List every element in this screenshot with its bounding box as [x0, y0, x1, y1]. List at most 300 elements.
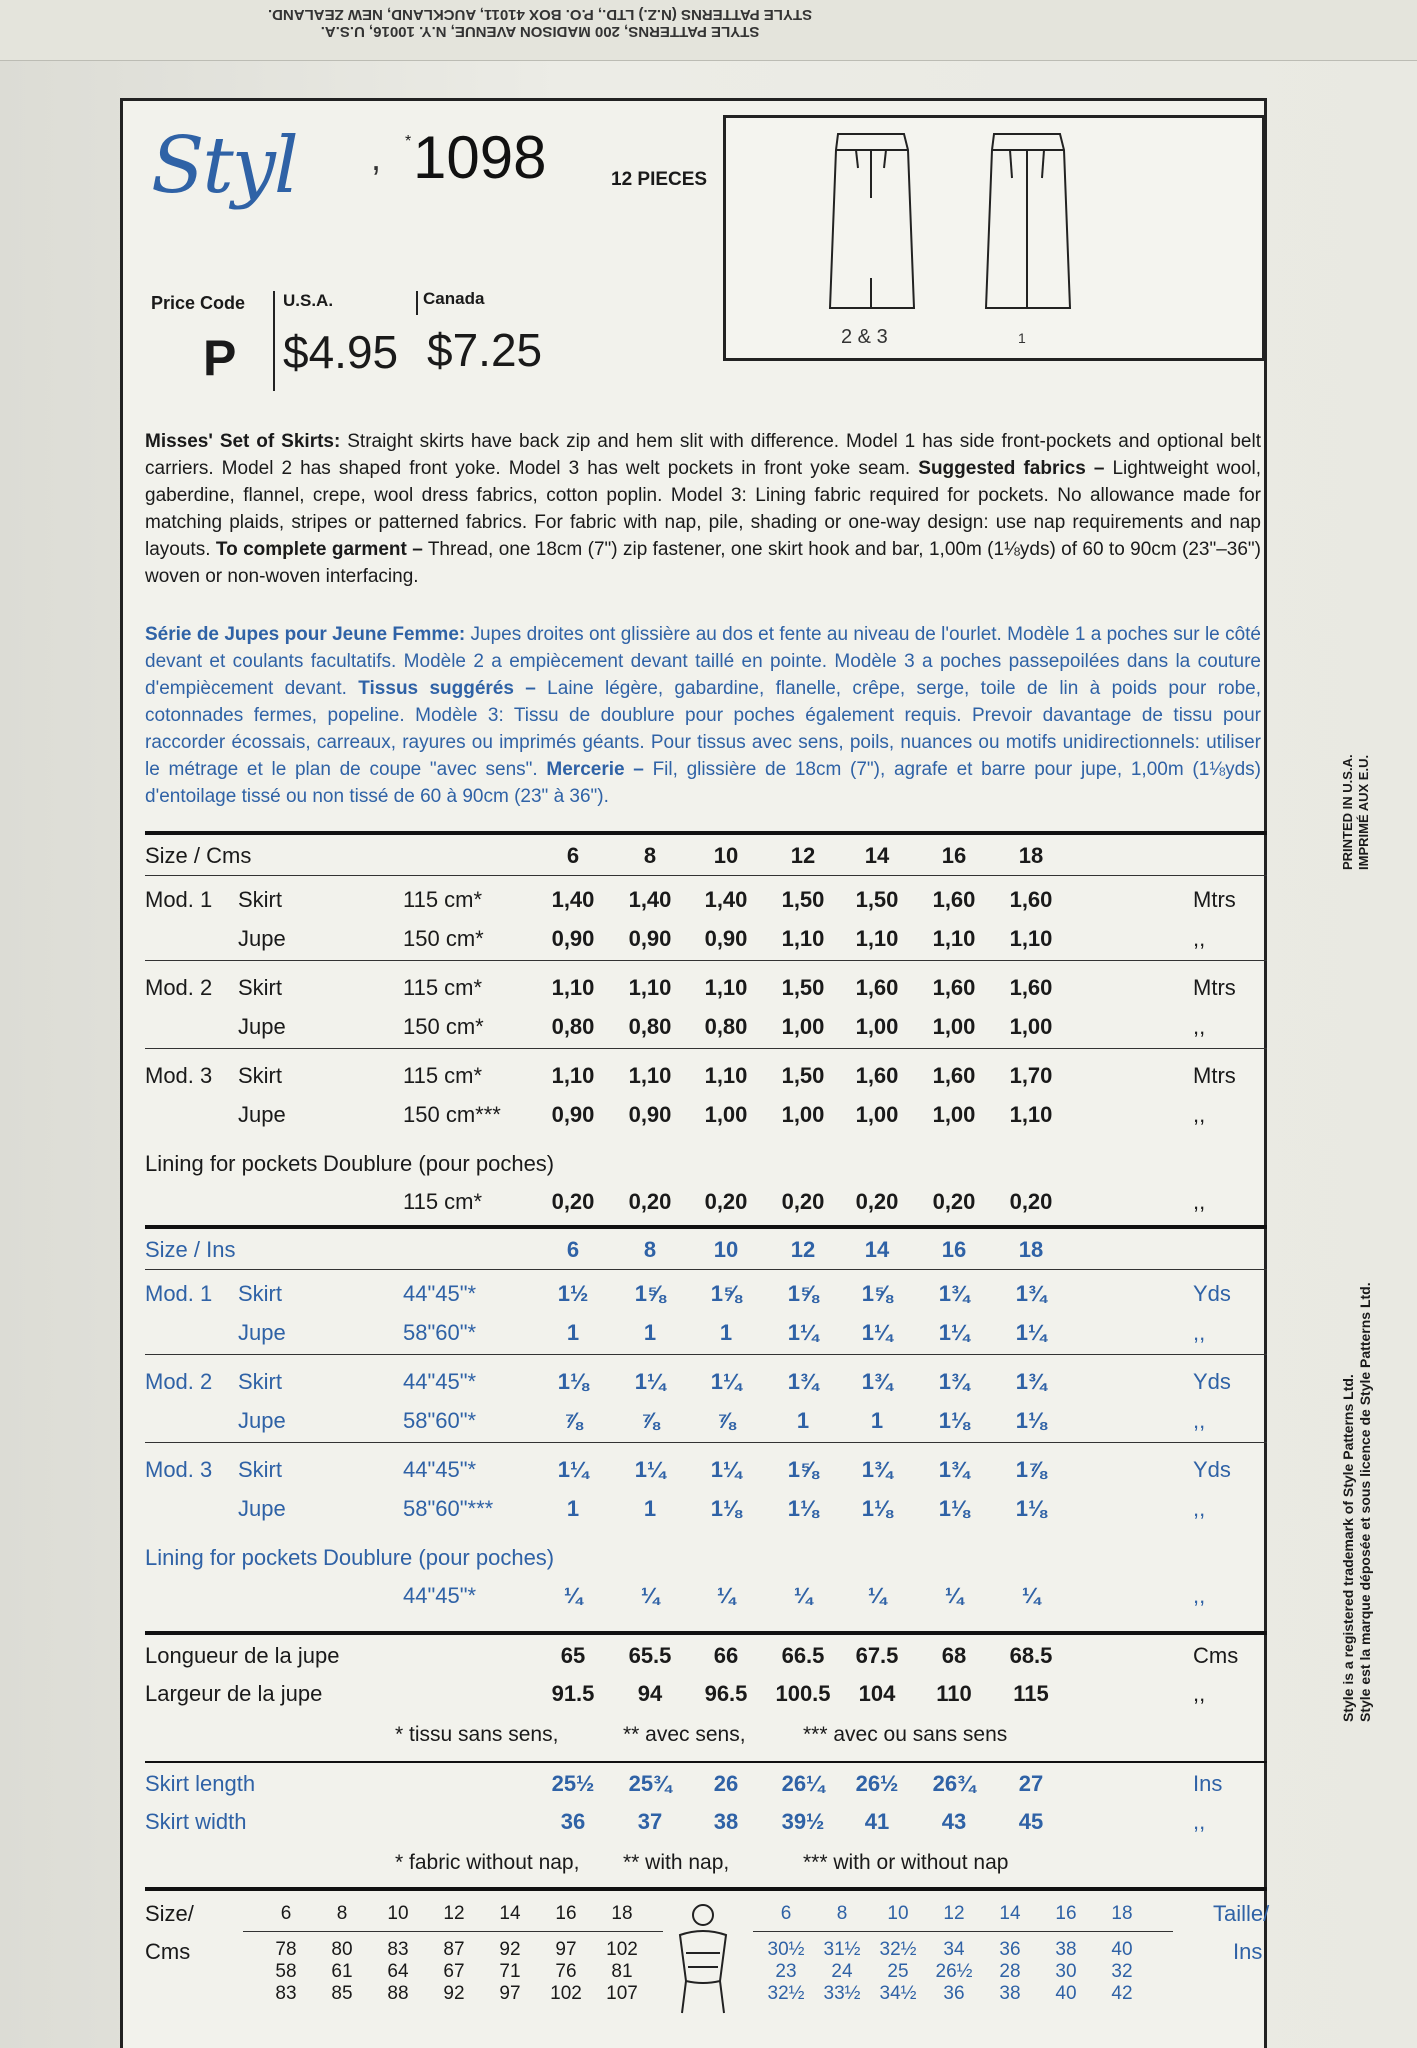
- metric-size-col: 16: [941, 843, 967, 868]
- unit-label: ,,: [1193, 926, 1206, 951]
- body-in-cell: 32: [1111, 1961, 1133, 1982]
- lining-label-fr: Doublure (pour poches): [323, 1545, 555, 1570]
- imperial-group-rule: [145, 1442, 1267, 1443]
- lining-label: Lining for pockets: [145, 1545, 318, 1570]
- yardage-cell: ⅞: [563, 1408, 583, 1433]
- metric-size-col: 12: [790, 843, 816, 868]
- canada-price: $7.25: [427, 324, 543, 376]
- lining-label-fr: Doublure (pour poches): [323, 1151, 555, 1176]
- body-in-cell: 36: [943, 1983, 965, 2004]
- yardage-cell: 1⅛: [1015, 1408, 1047, 1433]
- skirt-sketch: [723, 115, 1265, 361]
- yardage-cell: 1,40: [704, 887, 748, 912]
- lining-unit: ,,: [1193, 1189, 1206, 1214]
- imperial-size-col: 6: [566, 1237, 580, 1262]
- body-size-cm-col: 18: [611, 1903, 633, 1924]
- body-in-cell: 38: [999, 1983, 1021, 2004]
- body-cm-cell: 97: [499, 1983, 521, 2004]
- yardage-cell: 1,00: [781, 1102, 825, 1127]
- width-cell: 45: [1018, 1809, 1044, 1834]
- yardage-cell: 1,40: [551, 887, 595, 912]
- row-label: Jupe: [238, 1014, 286, 1039]
- finished_cm-length-label: Longueur de la jupe: [145, 1643, 340, 1668]
- finished_cm-length-unit: Cms: [1193, 1643, 1239, 1668]
- yardage-cell: 1¼: [634, 1457, 666, 1482]
- finished_cm-width-label: Largeur de la jupe: [145, 1681, 323, 1706]
- yardage-cell: 1,00: [855, 1102, 899, 1127]
- printed-fr: IMPRIMÉ AUX E.U.: [1356, 754, 1371, 870]
- yardage-cell: 1,10: [628, 975, 672, 1000]
- length-cell: 65.5: [628, 1643, 672, 1668]
- yardage-cell: 1,40: [628, 887, 672, 912]
- piece-count: 12 PIECES: [611, 169, 708, 190]
- row-label: Skirt: [238, 1457, 282, 1482]
- yardage-cell: 1¼: [557, 1457, 589, 1482]
- yardage-cell: 0,90: [704, 926, 748, 951]
- body-size-label: Size/: [145, 1901, 194, 1926]
- lining-cell: ¼: [563, 1583, 583, 1608]
- footnote-2: ** with nap,: [623, 1851, 730, 1874]
- width-cell: 96.5: [704, 1681, 748, 1706]
- price-divider: [273, 291, 275, 391]
- model-label: Mod. 1: [145, 887, 213, 912]
- lining-unit: ,,: [1193, 1583, 1206, 1608]
- yardage-cell: 1⅝: [861, 1281, 893, 1306]
- unit-label: ,,: [1193, 1320, 1206, 1345]
- width-cell: 38: [713, 1809, 739, 1834]
- body-in-cell: 40: [1055, 1983, 1077, 2004]
- body-in-cell: 42: [1111, 1983, 1133, 2004]
- desc-en-notions: Thread, one 18cm (7") zip fastener, one skirt hook and bar, 1,00m (1⅛yds) of 60 to 90cm (23"–36") woven or non-woven interfacing.: [145, 539, 1261, 587]
- yardage-cell: 0,80: [704, 1014, 748, 1039]
- body-size-in-col: 8: [836, 1903, 848, 1924]
- width-cell: 115: [1013, 1681, 1049, 1706]
- body-cm-cell: 87: [443, 1939, 465, 1960]
- row-label: Jupe: [238, 1320, 286, 1345]
- desc-fr-fabrics: Laine légère, gabardine, flanelle, crêpe, serge, toile de lin à poids pour robe, cotonnades fermes, popeline. Modèle 3: Tissu de doublure pour poches également requis. Prevoir davantage de tissu pour raccorder écossais, carreaux, rayures ou imprimés géants. Pour tissus avec sens, poils, nuances ou motifs unidirectionnels: utiliser le métrage et le plan de coupe "avec sens".: [145, 678, 1262, 780]
- price-code: P: [203, 330, 237, 386]
- body-size-in-col: 16: [1055, 1903, 1077, 1924]
- printed-in-usa: [1340, 754, 1372, 870]
- yardage-cell: 1¾: [938, 1281, 970, 1306]
- lining-width: 115 cm*: [403, 1189, 483, 1214]
- desc-en-title: Misses' Set of Skirts:: [145, 431, 341, 452]
- lining-cell: 0,20: [781, 1189, 825, 1214]
- fabric-width: 115 cm*: [403, 975, 483, 1000]
- flap-line-1: STYLE PATTERNS (N.Z.) LTD., P.O. BOX 41011, AUCKLAND, NEW ZEALAND.: [267, 6, 813, 23]
- yardage-cell: 1,50: [781, 975, 825, 1000]
- finished_in-length-label: Skirt length: [145, 1771, 256, 1796]
- model-label: Mod. 3: [145, 1063, 213, 1088]
- width-cell: 94: [637, 1681, 663, 1706]
- metric-size-col: 18: [1018, 843, 1044, 868]
- unit-label: Yds: [1193, 1369, 1231, 1394]
- lining-cell: ¼: [793, 1583, 813, 1608]
- fabric-width: 150 cm*: [403, 926, 484, 951]
- body-cm-cell: 67: [443, 1961, 465, 1982]
- view-label-1: 1: [1018, 330, 1026, 346]
- yardage-cell: 1¼: [938, 1320, 970, 1345]
- metric-group-rule: [145, 1048, 1267, 1049]
- length-cell: 66: [713, 1643, 739, 1668]
- unit-label: ,,: [1193, 1408, 1206, 1433]
- fabric-width: 58"60"***: [403, 1496, 494, 1521]
- lining-cell: ¼: [867, 1583, 887, 1608]
- desc-fr-notions: Fil, glissière de 18cm (7"), agrafe et barre pour jupe, 1,00m (1⅛yds) d'entoilage tissé ou non tissé de 60 à 90cm (23" à 36").: [145, 759, 1262, 807]
- yardage-cell: 1¾: [938, 1369, 970, 1394]
- fabric-width: 150 cm*: [403, 1014, 484, 1039]
- length-cell: 26¼: [781, 1771, 825, 1796]
- footnote-2: ** avec sens,: [623, 1723, 746, 1746]
- yardage-cell: 1½: [557, 1281, 589, 1306]
- flap-line-2: STYLE PATTERNS, 200 MADISON AVENUE, N.Y. 10016, U.S.A.: [320, 23, 760, 40]
- yardage-cell: 1,00: [781, 1014, 825, 1039]
- body-figure-icon: [668, 1901, 738, 2021]
- yardage-cell: 1,10: [1009, 926, 1053, 951]
- yardage-cell: 1: [643, 1496, 657, 1521]
- yardage-cell: 1⅛: [557, 1369, 589, 1394]
- length-cell: 26½: [855, 1771, 899, 1796]
- width-cell: 39½: [781, 1809, 825, 1834]
- imperial-size-col: 16: [941, 1237, 967, 1262]
- metric-size-col: 10: [713, 843, 739, 868]
- yardage-cell: 1,60: [932, 1063, 976, 1088]
- yardage-cell: 1,10: [628, 1063, 672, 1088]
- yardage-cell: 0,80: [628, 1014, 672, 1039]
- yardage-cell: 0,90: [628, 1102, 672, 1127]
- unit-label: Mtrs: [1193, 1063, 1236, 1088]
- body-in-cell: 31½: [823, 1939, 861, 1960]
- lining-cell: 0,20: [628, 1189, 672, 1214]
- pattern-number: 1098: [413, 124, 547, 191]
- lining-width: 44"45"*: [403, 1583, 477, 1608]
- body-cm-cell: 88: [387, 1983, 409, 2004]
- imperial-size-col: 14: [864, 1237, 890, 1262]
- width-cell: 91.5: [551, 1681, 595, 1706]
- body-cm-cell: 81: [611, 1961, 633, 1982]
- yardage-cell: 1,50: [781, 1063, 825, 1088]
- yardage-cell: 1,10: [704, 1063, 748, 1088]
- row-label: Skirt: [238, 1063, 282, 1088]
- body-size-in-col: 6: [780, 1903, 792, 1924]
- finished-in-rule: [145, 1761, 1267, 1763]
- body-cm-cell: 92: [499, 1939, 521, 1960]
- metric-top-rule: [145, 831, 1267, 835]
- finished_in-width-unit: ,,: [1193, 1809, 1206, 1834]
- fabric-width: 58"60"*: [403, 1320, 477, 1345]
- length-cell: 67.5: [855, 1643, 899, 1668]
- unit-label: ,,: [1193, 1014, 1206, 1039]
- desc-fr-body: Jupes droites ont glissière au dos et fente au niveau de l'ourlet. Modèle 1 a poches sur le côté devant et coulants facultatifs. Modèle 2 a empiècement devant taillé en pointe. Modèle 3 a poches passepoilées dans la couture d'empiècement devant.: [145, 624, 1261, 699]
- canada-divider: [416, 291, 418, 315]
- yardage-cell: 1¼: [634, 1369, 666, 1394]
- model-label: Mod. 1: [145, 1281, 213, 1306]
- description-english: [145, 428, 1261, 590]
- body-in-cell: 34½: [879, 1983, 917, 2004]
- body-cm-cell: 78: [275, 1939, 297, 1960]
- body-cm-cell: 83: [275, 1983, 297, 2004]
- flap-address: [190, 6, 890, 40]
- style-logo: Styl: [151, 121, 297, 211]
- body-in-cell: 30: [1055, 1961, 1077, 1982]
- metric-header-rule: [145, 875, 1267, 876]
- yardage-cell: 1¾: [1015, 1281, 1047, 1306]
- lining-cell: 0,20: [704, 1189, 748, 1214]
- row-label: Skirt: [238, 887, 282, 912]
- yardage-cell: 1¾: [938, 1457, 970, 1482]
- yardage-cell: 1,10: [932, 926, 976, 951]
- yardage-cell: 1⅛: [938, 1408, 970, 1433]
- trademark-fr: Style est la marque déposée et sous licence de Style Patterns Ltd.: [1357, 1282, 1373, 1722]
- body-size-in-col: 10: [887, 1903, 909, 1924]
- lining-cell: ¼: [640, 1583, 660, 1608]
- lining-cell: 0,20: [855, 1189, 899, 1214]
- yardage-cell: 0,90: [551, 926, 595, 951]
- width-cell: 36: [560, 1809, 586, 1834]
- yardage-cell: 1,00: [1009, 1014, 1053, 1039]
- body-size-in-col: 14: [999, 1903, 1021, 1924]
- yardage-cell: 0,90: [628, 926, 672, 951]
- model-label: Mod. 3: [145, 1457, 213, 1482]
- yardage-cell: 1,10: [551, 975, 595, 1000]
- yardage-cell: 1⅛: [861, 1496, 893, 1521]
- yardage-cell: 1,00: [932, 1102, 976, 1127]
- yardage-cell: 1,60: [1009, 975, 1053, 1000]
- footnote-3: *** avec ou sans sens: [803, 1723, 1008, 1746]
- yardage-cell: 1,00: [932, 1014, 976, 1039]
- pattern-info-panel: [120, 98, 1270, 2048]
- row-label: Jupe: [238, 1408, 286, 1433]
- price-code-label: Price Code: [151, 293, 246, 313]
- body-size-cm-col: 8: [336, 1903, 348, 1924]
- width-cell: 37: [637, 1809, 663, 1834]
- yardage-cell: 1⅛: [710, 1496, 742, 1521]
- body-cm-cell: 64: [387, 1961, 409, 1982]
- lining-cell: 0,20: [932, 1189, 976, 1214]
- lining-cell: 0,20: [551, 1189, 595, 1214]
- unit-label: ,,: [1193, 1102, 1206, 1127]
- yardage-cell: 1: [796, 1408, 810, 1433]
- usa-label: U.S.A.: [283, 291, 334, 310]
- body-size-in-col: 18: [1111, 1903, 1133, 1924]
- yardage-cell: 1,10: [1009, 1102, 1053, 1127]
- lining-cell: 0,20: [1009, 1189, 1053, 1214]
- unit-label: Yds: [1193, 1457, 1231, 1482]
- body-ins-label: Ins: [1233, 1939, 1263, 1964]
- yardage-cell: 1⅝: [634, 1281, 666, 1306]
- yardage-cell: 1,00: [855, 1014, 899, 1039]
- footnote-3: *** with or without nap: [803, 1851, 1009, 1874]
- desc-en-fabrics: Lightweight wool, gaberdine, flannel, crepe, wool dress fabrics, cotton poplin. Model 3: Lining fabric required for pockets. No allowance made for matching plaids, stripes or patterned fabrics. For fabric with nap, pile, shading or one-way design: use nap requirements and nap layouts.: [145, 458, 1261, 560]
- imperial-group-rule: [145, 1354, 1267, 1355]
- imperial-size-header: Size / Ins: [145, 1237, 236, 1262]
- body-cm-cell: 92: [443, 1983, 465, 2004]
- fabric-width: 58"60"*: [403, 1408, 477, 1433]
- yardage-cell: 1⅝: [787, 1281, 819, 1306]
- length-cell: 65: [560, 1643, 586, 1668]
- finished_in-width-label: Skirt width: [145, 1809, 247, 1834]
- fabric-width: 115 cm*: [403, 887, 483, 912]
- yardage-cell: 1,70: [1009, 1063, 1053, 1088]
- desc-en-notions-label: To complete garment –: [215, 539, 423, 560]
- body-cm-rule: [243, 1931, 663, 1932]
- finished_cm-width-unit: ,,: [1193, 1681, 1206, 1706]
- desc-en-body: Straight skirts have back zip and hem slit with difference. Model 1 has side front-pockets and optional belt carriers. Model 2 has shaped front yoke. Model 3 has welt pockets in front yoke seam.: [145, 431, 1261, 479]
- body-in-cell: 24: [831, 1961, 853, 1982]
- length-cell: 25¾: [628, 1771, 672, 1796]
- canada-label: Canada: [423, 289, 485, 308]
- yardage-cell: 1,10: [551, 1063, 595, 1088]
- yardage-cell: ⅞: [640, 1408, 660, 1433]
- body-cm-cell: 71: [499, 1961, 521, 1982]
- imperial-top-rule: [145, 1225, 1267, 1229]
- unit-label: Mtrs: [1193, 975, 1236, 1000]
- body-in-rule: [753, 1931, 1173, 1932]
- model-label: Mod. 2: [145, 975, 213, 1000]
- desc-fr-fabrics-label: Tissus suggérés –: [358, 678, 536, 699]
- yardage-cell: 1,50: [781, 887, 825, 912]
- body-in-cell: 28: [999, 1961, 1021, 1982]
- description-french: [145, 621, 1261, 810]
- fabric-width: 150 cm***: [403, 1102, 501, 1127]
- imperial-size-col: 18: [1018, 1237, 1044, 1262]
- imperial-size-col: 8: [643, 1237, 657, 1262]
- yardage-cell: 1: [870, 1408, 884, 1433]
- row-label: Jupe: [238, 926, 286, 951]
- lining-label: Lining for pockets: [145, 1151, 318, 1176]
- yardage-cell: 1¾: [787, 1369, 819, 1394]
- body-in-cell: 23: [775, 1961, 797, 1982]
- finished_in-length-unit: Ins: [1193, 1771, 1223, 1796]
- imperial-size-col: 12: [790, 1237, 816, 1262]
- footnote-1: * fabric without nap,: [395, 1851, 580, 1874]
- body-in-cell: 38: [1055, 1939, 1077, 1960]
- yardage-cell: 1⅛: [938, 1496, 970, 1521]
- body-in-cell: 36: [999, 1939, 1021, 1960]
- width-cell: 104: [858, 1681, 896, 1706]
- body-size-cm-col: 6: [280, 1903, 292, 1924]
- body-size-cm-col: 16: [555, 1903, 577, 1924]
- skirt-back-icon: [986, 134, 1070, 308]
- yardage-cell: 1,60: [855, 975, 899, 1000]
- yardage-cell: 1: [566, 1320, 580, 1345]
- yardage-cell: 1¾: [861, 1457, 893, 1482]
- metric-size-col: 6: [566, 843, 580, 868]
- body-measure-rule: [145, 1887, 1267, 1891]
- yardage-cell: 0,90: [551, 1102, 595, 1127]
- model-label: Mod. 2: [145, 1369, 213, 1394]
- body-cms-label: Cms: [145, 1939, 191, 1964]
- envelope-flap: [0, 0, 1417, 61]
- yardage-cell: 0,80: [551, 1014, 595, 1039]
- yardage-cell: 1: [643, 1320, 657, 1345]
- yardage-cell: 1¼: [861, 1320, 893, 1345]
- yardage-cell: 1,60: [932, 887, 976, 912]
- fabric-width: 115 cm*: [403, 1063, 483, 1088]
- printed-en: PRINTED IN U.S.A.: [1340, 754, 1355, 870]
- view-label-2-3: 2 & 3: [841, 326, 888, 348]
- footnote-1: * tissu sans sens,: [395, 1723, 559, 1746]
- yardage-cell: 1⅞: [1015, 1457, 1047, 1482]
- logo-dash: ,: [371, 137, 382, 178]
- body-cm-cell: 107: [606, 1983, 638, 2004]
- unit-label: ,,: [1193, 1496, 1206, 1521]
- body-cm-cell: 83: [387, 1939, 409, 1960]
- finished-cm-rule: [145, 1631, 1267, 1635]
- body-in-cell: 25: [887, 1961, 909, 1982]
- yardage-cell: 1⅝: [787, 1457, 819, 1482]
- length-cell: 26¾: [932, 1771, 976, 1796]
- body-cm-cell: 85: [331, 1983, 353, 2004]
- yardage-cell: 1,10: [855, 926, 899, 951]
- yardage-cell: 1¼: [1015, 1320, 1047, 1345]
- body-cm-cell: 58: [275, 1961, 297, 1982]
- yardage-cell: 1¾: [1015, 1369, 1047, 1394]
- yardage-cell: 1,00: [704, 1102, 748, 1127]
- unit-label: Mtrs: [1193, 887, 1236, 912]
- fabric-width: 44"45"*: [403, 1457, 477, 1482]
- yardage-cell: 1: [566, 1496, 580, 1521]
- desc-fr-notions-label: Mercerie –: [546, 759, 644, 780]
- yardage-cell: 1,10: [704, 975, 748, 1000]
- body-in-cell: 32½: [879, 1939, 917, 1960]
- yardage-cell: 1⅛: [787, 1496, 819, 1521]
- metric-size-col: 14: [864, 843, 890, 868]
- body-cm-cell: 97: [555, 1939, 577, 1960]
- width-cell: 100.5: [775, 1681, 831, 1706]
- desc-en-fabrics-label: Suggested fabrics –: [918, 458, 1105, 479]
- length-cell: 26: [713, 1771, 739, 1796]
- yardage-cell: 1¾: [861, 1369, 893, 1394]
- metric-group-rule: [145, 960, 1267, 961]
- yardage-cell: 1¼: [787, 1320, 819, 1345]
- imperial-size-col: 10: [713, 1237, 739, 1262]
- body-in-cell: 33½: [823, 1983, 861, 2004]
- body-size-cm-col: 14: [499, 1903, 521, 1924]
- row-label: Skirt: [238, 1281, 282, 1306]
- skirt-drawings: [726, 118, 1262, 358]
- row-label: Skirt: [238, 975, 282, 1000]
- body-size-cm-col: 12: [443, 1903, 465, 1924]
- yardage-cell: ⅞: [716, 1408, 736, 1433]
- body-cm-cell: 76: [555, 1961, 577, 1982]
- yardage-cell: 1,10: [781, 926, 825, 951]
- unit-label: Yds: [1193, 1281, 1231, 1306]
- yardage-cell: 1: [719, 1320, 733, 1345]
- imperial-header-rule: [145, 1269, 1267, 1270]
- length-cell: 68.5: [1009, 1643, 1053, 1668]
- row-label: Skirt: [238, 1369, 282, 1394]
- yardage-cell: 1,60: [855, 1063, 899, 1088]
- metric-size-col: 8: [643, 843, 657, 868]
- skirt-front-icon: [830, 134, 914, 308]
- body-in-cell: 26½: [935, 1961, 973, 1982]
- body-in-cell: 30½: [767, 1939, 805, 1960]
- trademark-notice: [1340, 1282, 1374, 1722]
- desc-fr-title: Série de Jupes pour Jeune Femme:: [145, 624, 466, 645]
- lining-cell: ¼: [944, 1583, 964, 1608]
- body-in-cell: 40: [1111, 1939, 1133, 1960]
- yardage-cell: 1,60: [1009, 887, 1053, 912]
- body-size-cm-col: 10: [387, 1903, 409, 1924]
- width-cell: 41: [864, 1809, 890, 1834]
- body-cm-cell: 80: [331, 1939, 353, 1960]
- fabric-width: 44"45"*: [403, 1369, 477, 1394]
- body-cm-cell: 102: [550, 1983, 582, 2004]
- yardage-cell: 1⅝: [710, 1281, 742, 1306]
- metric-size-header: Size / Cms: [145, 843, 252, 868]
- body-in-cell: 32½: [767, 1983, 805, 2004]
